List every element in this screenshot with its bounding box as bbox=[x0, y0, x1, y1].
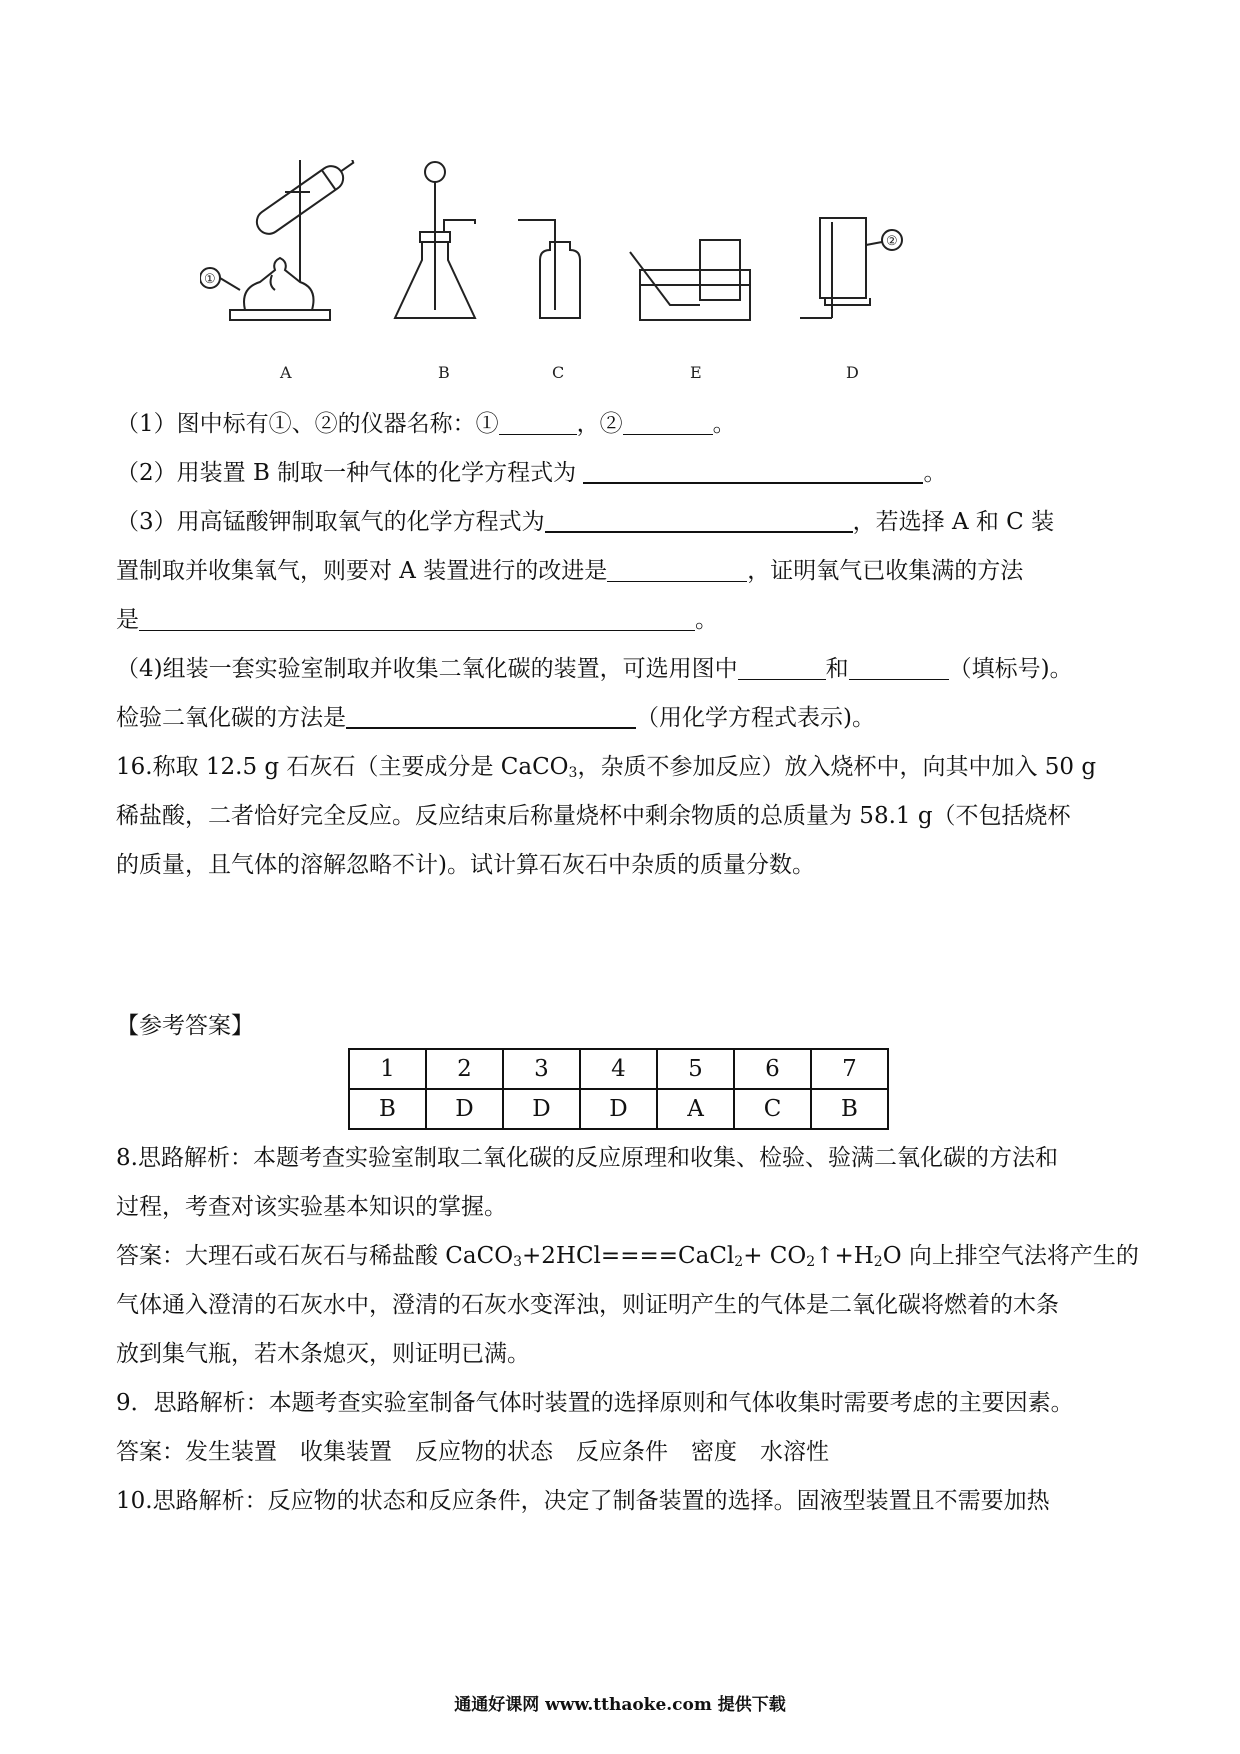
blank-improvement[interactable] bbox=[607, 557, 747, 582]
blank-device-2[interactable] bbox=[849, 655, 949, 680]
answer-number: 1 bbox=[349, 1049, 426, 1089]
answer-number: 7 bbox=[811, 1049, 888, 1089]
answer-number: 4 bbox=[580, 1049, 657, 1089]
q15-part1: （1）图中标有①、②的仪器名称：① ，② 。 bbox=[116, 411, 736, 437]
a9-line2: 答案：发生装置 收集装置 反应物的状态 反应条件 密度 水溶性 bbox=[116, 1439, 829, 1465]
blank-equation-b[interactable] bbox=[583, 458, 923, 484]
q15-part3-line2: 置制取并收集氧气，则要对 A 装置进行的改进是 ，证明氧气已收集满的方法 bbox=[116, 558, 1024, 584]
q16-line2: 稀盐酸，二者恰好完全反应。反应结束后称量烧杯中剩余物质的总质量为 58.1 g（不包括烧杯 bbox=[116, 803, 1071, 829]
answer-choice: B bbox=[349, 1089, 426, 1129]
a8-line4: 气体通入澄清的石灰水中，澄清的石灰水变浑浊，则证明产生的气体是二氧化碳将燃着的木条 bbox=[116, 1292, 1059, 1318]
apparatus-diagram bbox=[200, 160, 1020, 400]
label-a: A bbox=[280, 363, 292, 382]
answer-number: 2 bbox=[426, 1049, 503, 1089]
q15-part4-line1: （4)组装一套实验室制取并收集二氧化碳的装置，可选用图中 和 （填标号)。 bbox=[116, 656, 1073, 682]
blank-instrument-1[interactable] bbox=[499, 410, 577, 435]
answer-choice: A bbox=[657, 1089, 734, 1129]
footer-source: 通通好课网 www.tthaoke.com 提供下载 bbox=[454, 1695, 786, 1715]
answer-choice: D bbox=[580, 1089, 657, 1129]
label-b: B bbox=[438, 363, 450, 382]
q15-part4-line2: 检验二氧化碳的方法是 （用化学方程式表示)。 bbox=[116, 705, 875, 731]
answer-number: 3 bbox=[503, 1049, 580, 1089]
marker-2: ② bbox=[886, 234, 898, 249]
answer-table-row-numbers bbox=[349, 1049, 888, 1089]
answer-table bbox=[348, 1048, 889, 1130]
label-c: C bbox=[552, 363, 565, 382]
q15-part2: （2）用装置 B 制取一种气体的化学方程式为 。 bbox=[116, 460, 947, 486]
a10-line1: 10.思路解析：反应物的状态和反应条件，决定了制备装置的选择。固液型装置且不需要加热 bbox=[116, 1488, 1050, 1514]
apparatus-e bbox=[630, 240, 750, 320]
blank-equation-kmno4[interactable] bbox=[545, 507, 853, 533]
answer-choice: C bbox=[734, 1089, 811, 1129]
answer-choice: D bbox=[426, 1089, 503, 1129]
blank-full-check[interactable] bbox=[139, 606, 695, 631]
blank-device-1[interactable] bbox=[738, 655, 826, 680]
apparatus-d bbox=[800, 218, 902, 318]
document-body bbox=[116, 408, 1139, 1534]
label-e: E bbox=[690, 363, 702, 382]
a8-line1: 8.思路解析：本题考查实验室制取二氧化碳的反应原理和收集、检验、验满二氧化碳的方法和 bbox=[116, 1145, 1058, 1171]
answers-heading: 【参考答案】 bbox=[116, 1013, 254, 1039]
q15-part3-line1: （3）用高锰酸钾制取氧气的化学方程式为 ，若选择 A 和 C 装 bbox=[116, 509, 1055, 535]
marker-1: ① bbox=[204, 272, 216, 287]
q15-part3-line3: 是 。 bbox=[116, 607, 718, 633]
answer-number: 6 bbox=[734, 1049, 811, 1089]
q16-line3: 的质量，且气体的溶解忽略不计)。试计算石灰石中杂质的质量分数。 bbox=[116, 852, 815, 878]
apparatus-c bbox=[518, 220, 580, 318]
blank-instrument-2[interactable] bbox=[623, 410, 713, 435]
apparatus-figure bbox=[200, 160, 1020, 400]
a8-line2: 过程，考查对该实验基本知识的掌握。 bbox=[116, 1194, 507, 1220]
blank-co2-test[interactable] bbox=[346, 703, 636, 729]
a9-line1: 9．思路解析：本题考查实验室制备气体时装置的选择原则和气体收集时需要考虑的主要因素。 bbox=[116, 1390, 1074, 1416]
answer-choice: B bbox=[811, 1089, 888, 1129]
a8-line3: 答案：大理石或石灰石与稀盐酸 CaCO$_3$+2HCl====CaCl$_2$+ $CO_2↑+H_2O$ 向上排空气法将产生的 bbox=[116, 1243, 1139, 1270]
apparatus-a bbox=[200, 160, 363, 320]
apparatus-b bbox=[395, 162, 475, 318]
answer-table-row-choices bbox=[349, 1089, 888, 1129]
answer-number: 5 bbox=[657, 1049, 734, 1089]
a8-line5: 放到集气瓶，若木条熄灭，则证明已满。 bbox=[116, 1341, 530, 1367]
answer-choice: D bbox=[503, 1089, 580, 1129]
q16-line1: 16.称取 12.5 g 石灰石（主要成分是 CaCO$_3$，杂质不参加反应）放入烧杯中，向其中加入 50 g bbox=[116, 754, 1097, 781]
label-d: D bbox=[846, 363, 859, 382]
